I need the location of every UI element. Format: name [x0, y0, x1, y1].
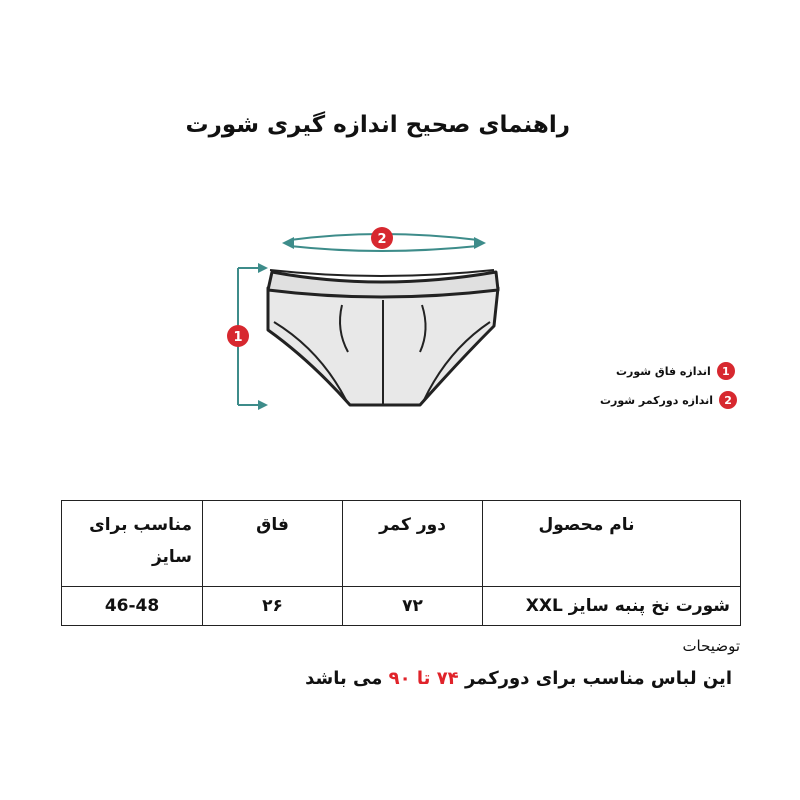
legend-item-waist — [600, 391, 737, 409]
notes-range-to: ۹۰ — [388, 668, 411, 689]
legend-badge-1: 1 — [717, 362, 735, 380]
badge-1 — [227, 325, 249, 347]
cell-waist: ۷۲ — [343, 587, 483, 626]
header-waist — [343, 501, 483, 587]
header-product-name — [483, 501, 741, 587]
header-suitable-size — [62, 501, 203, 587]
legend-label-rise: اندازه فاق شورت — [616, 364, 711, 378]
page-title: راهنمای صحیح اندازه گیری شورت — [185, 112, 570, 138]
cell-rise: ۲۶ — [203, 587, 343, 626]
cell-suitable-size: 46-48 — [62, 587, 203, 626]
notes-range-from: ۷۴ — [436, 668, 459, 689]
header-rise — [203, 501, 343, 587]
badge-2 — [371, 227, 393, 249]
badge-2-number: 2 — [377, 232, 387, 247]
briefs-illustration — [268, 270, 498, 405]
notes-text — [305, 668, 732, 689]
header-suitable-size-line1: مناسب برای — [89, 515, 192, 535]
notes-heading: توضیحات — [682, 637, 740, 655]
notes-range-word: تا — [410, 668, 437, 689]
size-table — [61, 500, 741, 626]
legend-item-rise — [616, 362, 735, 380]
header-product-name-text: نام محصول — [538, 515, 635, 535]
table-header-row — [62, 501, 741, 587]
notes-text-after: می باشد — [305, 668, 389, 689]
badge-1-number: 1 — [233, 330, 243, 345]
header-waist-text: دور کمر — [379, 515, 446, 535]
legend-badge-2: 2 — [719, 391, 737, 409]
table-row — [62, 587, 741, 626]
cell-product-name: شورت نخ پنبه سایز XXL — [483, 587, 741, 626]
header-suitable-size-line2: سایز — [151, 547, 192, 567]
legend-label-waist: اندازه دورکمر شورت — [600, 393, 714, 407]
notes-text-before: این لباس مناسب برای دورکمر — [458, 668, 732, 689]
header-rise-text: فاق — [256, 515, 289, 535]
